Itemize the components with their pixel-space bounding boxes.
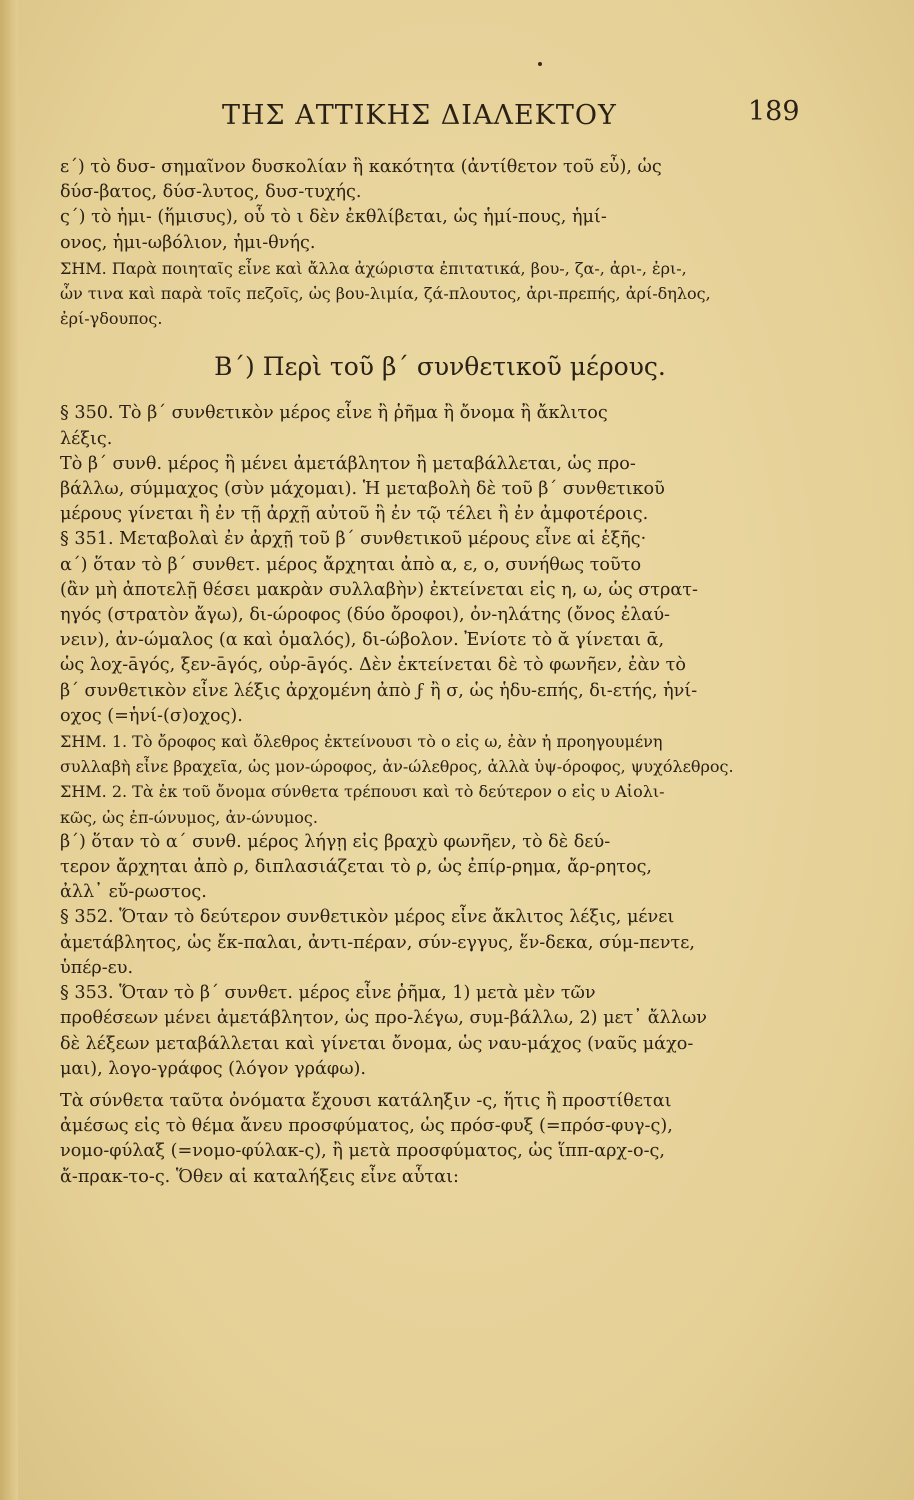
text-line: τερον ἄρχηται ἀπὸ ρ, διπλασιάζεται τὸ ρ, ὡς ἐπίρ-ρημα, ἄρ-ρητος,	[60, 857, 653, 878]
section-title: Β΄) Περὶ τοῦ β΄ συνθετικοῦ μέρους.	[214, 352, 666, 382]
note-line: ΣΗΜ. 1. Τὸ ὄροφος καὶ ὄλεθρος ἐκτείνουσι τὸ ο εἰς ω, ἐὰν ἡ προηγουμένη	[60, 732, 663, 752]
text-line: β΄ συνθετικὸν εἶνε λέξις ἀρχομένη ἀπὸ ϝ ἢ σ, ὡς ἡδυ-επής, δι-ετής, ἡνί-	[60, 680, 698, 701]
text-line: ἀμέσως εἰς τὸ θέμα ἄνευ προσφύματος, ὡς πρόσ-φυξ (=πρόσ-φυγ-ς),	[60, 1116, 673, 1137]
text-line: βάλλω, σύμμαχος (σὺν μάχομαι). Ἡ μεταβολὴ δὲ τοῦ β΄ συνθετικοῦ	[60, 479, 665, 500]
page-number: 189	[748, 96, 800, 127]
paragraph-351: § 351. Μεταβολαὶ ἐν ἀρχῇ τοῦ β΄ συνθετικοῦ μέρους εἶνε αἱ ἑξῆς·	[60, 529, 647, 550]
page-edge	[0, 0, 18, 1500]
text-line: Τὰ σύνθετα ταῦτα ὀνόματα ἔχουσι κατάληξιν -ς, ἥτις ἢ προστίθεται	[60, 1090, 672, 1111]
text-line: ὡς λοχ-āγός, ξεν-āγός, οὐρ-āγός. Δὲν ἐκτείνεται δὲ τὸ φωνῆεν, ἐὰν τὸ	[60, 655, 686, 676]
running-head: ΤΗΣ ΑΤΤΙΚΗΣ ΔΙΑΛΕΚΤΟΥ	[222, 100, 617, 131]
text-line: μαι), λογο-γράφος (λόγον γράφω).	[60, 1058, 367, 1079]
text-line: λέξις.	[60, 428, 113, 449]
text-line: ηγός (στρατὸν ἄγω), δι-ώροφος (δύο ὄροφοι), ὀν-ηλάτης (ὄνος ἐλαύ-	[60, 605, 670, 626]
text-line: (ἂν μὴ ἀποτελῇ θέσει μακρὰν συλλαβὴν) ἐκτείνεται εἰς η, ω, ὡς στρατ-	[60, 579, 698, 600]
text-line: οχος (=ἡνί-(σ)οχος).	[60, 705, 243, 726]
text-line: α΄) ὅταν τὸ β΄ συνθετ. μέρος ἄρχηται ἀπὸ α, ε, ο, συνήθως τοῦτο	[60, 554, 642, 575]
text-line: δύσ-βατος, δύσ-λυτος, δυσ-τυχής.	[60, 182, 362, 203]
paragraph-350: § 350. Τὸ β΄ συνθετικὸν μέρος εἶνε ἢ ῥῆμα ἢ ὄνομα ἢ ἄκλιτος	[60, 403, 608, 424]
text-line: ε΄) τὸ δυσ- σημαῖνον δυσκολίαν ἢ κακότητα (ἀντίθετον τοῦ εὖ), ὡς	[60, 157, 662, 177]
note-line: ἐρί-γδουπος.	[60, 309, 163, 329]
text-line: νομο-φύλαξ (=νομο-φύλακ-ς), ἢ μετὰ προσφύματος, ὡς ἵππ-αρχ-ο-ς,	[60, 1141, 666, 1162]
note-line: κῶς, ὡς ἐπ-ώνυμος, ἀν-ώνυμος.	[60, 807, 318, 827]
spacer	[60, 1082, 820, 1089]
text-line: ἄ-πρακ-το-ς. Ὅθεν αἱ καταλήξεις εἶνε αὗται:	[60, 1166, 459, 1187]
paragraph-353: § 353. Ὅταν τὸ β΄ συνθετ. μέρος εἶνε ῥῆμα, 1) μετὰ μὲν τῶν	[60, 983, 596, 1004]
text-line: ς΄) τὸ ἡμι- (ἥμισυς), οὗ τὸ ι δὲν ἐκθλίβεται, ὡς ἡμί-πους, ἡμί-	[60, 207, 607, 228]
text-line: β΄) ὅταν τὸ α΄ συνθ. μέρος λήγῃ εἰς βραχὺ φωνῆεν, τὸ δὲ δεύ-	[60, 831, 611, 852]
text-line: νειν), ἀν-ώμαλος (α καὶ ὁμαλός), δι-ώβολον. Ἐνίοτε τὸ ᾰ γίνεται ᾱ,	[60, 630, 665, 651]
text-line: δὲ λέξεων μεταβάλλεται καὶ γίνεται ὄνομα, ὡς ναυ-μάχος (ναῦς μάχο-	[60, 1033, 694, 1054]
page-header	[0, 96, 914, 146]
note-line: ὧν τινα καὶ παρὰ τοῖς πεζοῖς, ὡς βου-λιμία, ζά-πλουτος, ἀρι-πρεπής, ἀρί-δηλος,	[60, 284, 711, 304]
note-line: ΣΗΜ. Παρὰ ποιηταῖς εἶνε καὶ ἄλλα ἀχώριστα ἐπιτατικά, βου-, ζα-, ἀρι-, ἐρι-,	[60, 258, 687, 278]
ink-dot	[538, 62, 542, 66]
text-line: Τὸ β΄ συνθ. μέρος ἢ μένει ἀμετάβλητον ἢ μεταβάλλεται, ὡς προ-	[60, 453, 636, 474]
note-line: συλλαβὴ εἶνε βραχεῖα, ὡς μον-ώροφος, ἀν-ώλεθρος, ἀλλὰ ὑψ-όροφος, ψυχόλεθρος.	[60, 757, 734, 777]
text-line: ἀμετάβλητος, ὡς ἔκ-παλαι, ἀντι-πέραν, σύν-εγγυς, ἕν-δεκα, σύμ-πεντε,	[60, 932, 695, 953]
note-line: ΣΗΜ. 2. Τὰ ἐκ τοῦ ὄνομα σύνθετα τρέπουσι καὶ τὸ δεύτερον ο εἰς υ Αἰολι-	[60, 782, 665, 802]
paragraph-352: § 352. Ὅταν τὸ δεύτερον συνθετικὸν μέρος εἶνε ἄκλιτος λέξις, μένει	[60, 907, 675, 928]
text-line: ὑπέρ-ευ.	[60, 957, 134, 978]
text-line: μέρους γίνεται ἢ ἐν τῇ ἀρχῇ αὐτοῦ ἢ ἐν τῷ τέλει ἢ ἐν ἀμφοτέροις.	[60, 504, 649, 525]
body-text	[60, 155, 820, 1190]
text-line: ονος, ἡμι-ωβόλιον, ἡμι-θνής.	[60, 232, 316, 253]
text-line: προθέσεων μένει ἀμετάβλητον, ὡς προ-λέγω, συμ-βάλλω, 2) μετ᾿ ἄλλων	[60, 1008, 707, 1029]
text-line: ἀλλ᾿ εὔ-ρωστος.	[60, 882, 207, 903]
